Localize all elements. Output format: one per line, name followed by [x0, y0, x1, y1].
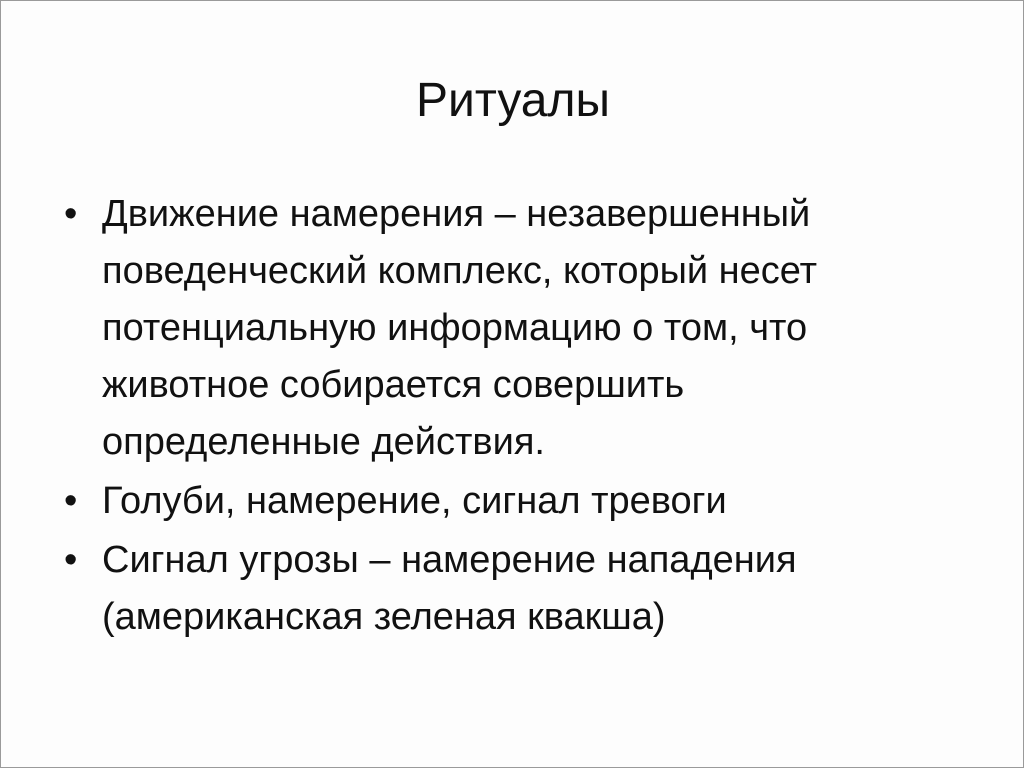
bullet-item-threat-signal: [64, 532, 964, 646]
bullet-line: Голуби, намерение, сигнал тревоги: [102, 480, 727, 522]
bullet-line: Сигнал угрозы – намерение нападения: [102, 539, 797, 581]
bullet-item-pigeons: [64, 473, 964, 530]
slide-title: Ритуалы: [415, 74, 610, 127]
bullet-line: (американская зеленая квакша): [102, 596, 666, 638]
bullet-marker: •: [64, 480, 78, 522]
bullet-list: [64, 186, 964, 648]
bullet-line: животное собирается совершить: [102, 364, 685, 406]
bullet-line: Движение намерения – незавершенный: [102, 193, 811, 235]
bullet-line: потенциальную информацию о том, что: [102, 307, 808, 349]
bullet-marker: •: [64, 193, 78, 235]
bullet-marker: •: [64, 539, 78, 581]
bullet-line: поведенческий комплекс, который несет: [102, 250, 818, 292]
bullet-item-movement-intention: [64, 186, 964, 471]
bullet-line: определенные действия.: [102, 421, 545, 463]
